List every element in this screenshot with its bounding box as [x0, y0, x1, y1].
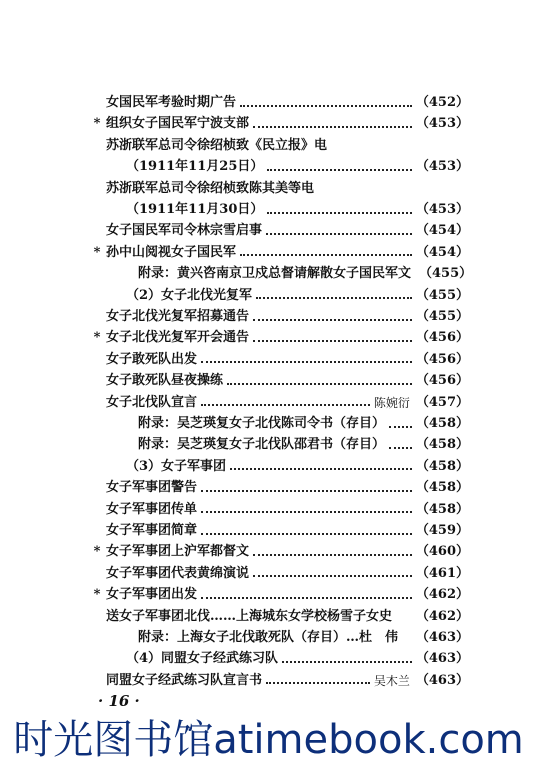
entry-page-number: （456） — [415, 373, 469, 389]
entry-title: 女子敢死队昼夜操练 — [106, 373, 224, 389]
entry-page-number: （454） — [415, 223, 469, 239]
entry-page-number: （458） — [415, 437, 469, 453]
toc-entry[interactable] — [0, 520, 537, 542]
toc-entry[interactable] — [0, 113, 537, 135]
entry-page-number: （462） — [415, 587, 469, 603]
asterisk-marker: * — [93, 330, 101, 346]
toc-entry[interactable] — [0, 263, 537, 285]
entry-title: （3）女子军事团 — [126, 458, 227, 474]
entry-title: 女子北伐队宣言 — [106, 394, 198, 410]
entry-title: 女子敢死队出发 — [106, 351, 198, 367]
entry-title: （2）女子北伐光复军 — [126, 287, 253, 303]
toc-entry[interactable] — [0, 392, 537, 414]
entry-title: 女子军事团出发 — [106, 587, 198, 603]
asterisk-marker: * — [93, 244, 101, 260]
dot-leader — [201, 403, 370, 406]
dot-leader — [240, 253, 412, 256]
toc-entry[interactable] — [0, 477, 537, 499]
toc-entry[interactable] — [0, 648, 537, 670]
entry-title: 附录：上海女子北伐敢死队（存目）…杜 伟 — [138, 630, 399, 645]
entry-page-number: （455） — [415, 309, 469, 324]
dot-leader — [253, 553, 412, 556]
entry-page-number: （458） — [415, 416, 469, 431]
dot-leader — [266, 232, 412, 235]
dot-leader — [201, 596, 412, 599]
entry-page-number: （460） — [415, 544, 469, 560]
toc-entry[interactable] — [0, 327, 537, 349]
toc-entry[interactable] — [0, 670, 537, 692]
dot-leader — [253, 339, 412, 342]
entry-author: 吴木兰 — [373, 673, 410, 688]
toc-entry[interactable] — [0, 563, 537, 585]
dot-leader — [256, 296, 412, 299]
toc-entry[interactable] — [0, 370, 537, 392]
asterisk-marker: * — [93, 544, 101, 560]
toc-entry[interactable] — [0, 135, 537, 157]
entry-page-number: （456） — [415, 330, 469, 346]
dot-leader — [282, 660, 412, 663]
toc-entry[interactable] — [0, 456, 537, 478]
entry-page-number: （453） — [415, 202, 469, 217]
entry-title: 组织女子国民军宁波支部 — [106, 116, 250, 132]
toc-entry[interactable] — [0, 584, 537, 606]
entry-title: 苏浙联军总司令徐绍桢致陈其美等电 — [106, 180, 315, 196]
entry-page-number: （458） — [415, 480, 469, 496]
entry-title: 送女子军事团北伐……上海城东女学校杨雪子女史 — [106, 608, 393, 624]
entry-title: 附录：吴芝瑛复女子北伐陈司令书（存目） — [138, 416, 386, 431]
entry-title: 女国民军考验时期广告 — [106, 95, 237, 110]
dot-leader — [253, 574, 412, 577]
toc-entry[interactable] — [0, 178, 537, 200]
entry-title: （1911年11月25日） — [126, 159, 264, 175]
watermark: 时光图书馆atimebook.com — [13, 717, 524, 763]
toc-entry[interactable] — [0, 434, 537, 456]
entry-page-number: （461） — [415, 565, 469, 581]
entry-page-number: （453） — [415, 159, 469, 175]
dot-leader — [267, 168, 411, 171]
dot-leader — [266, 681, 370, 684]
entry-title: 苏浙联军总司令徐绍桢致《民立报》电 — [106, 137, 328, 153]
entry-title: 女子国民军司令林宗雪启事 — [106, 223, 263, 239]
entry-author: 陈婉衍 — [373, 395, 410, 410]
toc-entry[interactable] — [0, 156, 537, 178]
entry-page-number: （463） — [415, 630, 469, 645]
dot-leader — [201, 532, 412, 535]
entry-page-number: （455） — [419, 266, 473, 282]
dot-leader — [201, 489, 412, 492]
entry-title: 女子军事团上沪军都督文 — [106, 544, 250, 560]
entry-title: 女子军事团传单 — [106, 501, 198, 517]
toc-entry[interactable] — [0, 199, 537, 221]
entry-title: 附录：黄兴咨南京卫戍总督请解散女子国民军文 — [138, 266, 412, 282]
entry-page-number: （453） — [415, 116, 469, 132]
entry-page-number: （456） — [415, 351, 469, 367]
dot-leader — [253, 318, 412, 321]
dot-leader — [201, 510, 412, 513]
asterisk-marker: * — [93, 116, 101, 132]
dot-leader — [389, 446, 412, 449]
dot-leader — [227, 382, 412, 385]
footer-page-number: · 16 · — [98, 692, 140, 710]
toc-entry[interactable] — [0, 306, 537, 328]
entry-page-number: （455） — [415, 287, 469, 303]
entry-title: 附录：吴芝瑛复女子北伐队邵君书（存目） — [138, 437, 386, 453]
toc-entry[interactable] — [0, 285, 537, 307]
dot-leader — [201, 360, 412, 363]
dot-leader — [267, 211, 411, 214]
entry-title: （4）同盟女子经武练习队 — [126, 651, 279, 667]
dot-leader — [230, 467, 412, 470]
asterisk-marker: * — [93, 587, 101, 603]
entry-page-number: （458） — [415, 501, 469, 517]
toc-entry[interactable] — [0, 349, 537, 371]
toc-entry[interactable] — [0, 413, 537, 435]
toc-entry[interactable] — [0, 541, 537, 563]
toc-entry[interactable] — [0, 92, 537, 114]
entry-title: 女子军事团警告 — [106, 480, 198, 496]
entry-title: 女子军事团代表黄绵演说 — [106, 565, 250, 581]
dot-leader — [253, 125, 412, 128]
entry-title: 同盟女子经武练习队宣言书 — [106, 672, 263, 688]
entry-page-number: （457） — [415, 394, 469, 410]
entry-title: 孙中山阅视女子国民军 — [106, 244, 237, 260]
toc-entry[interactable] — [0, 220, 537, 242]
toc-entry[interactable] — [0, 499, 537, 521]
entry-title: 女子北伐光复军招募通告 — [106, 309, 250, 324]
dot-leader — [240, 104, 412, 107]
entry-page-number: （463） — [415, 672, 469, 688]
entry-page-number: （459） — [415, 523, 469, 538]
entry-title: 女子军事团简章 — [106, 523, 198, 538]
entry-page-number: （458） — [415, 458, 469, 474]
toc-entry[interactable] — [0, 242, 537, 264]
toc-entry[interactable] — [0, 606, 537, 628]
entry-page-number: （462） — [415, 608, 469, 624]
entry-page-number: （454） — [415, 244, 469, 260]
dot-leader — [389, 425, 412, 428]
entry-page-number: （463） — [415, 651, 469, 667]
entry-title: 女子北伐光复军开会通告 — [106, 330, 250, 346]
entry-title: （1911年11月30日） — [126, 202, 264, 217]
entry-page-number: （452） — [415, 95, 469, 110]
toc-entry[interactable] — [0, 627, 537, 649]
